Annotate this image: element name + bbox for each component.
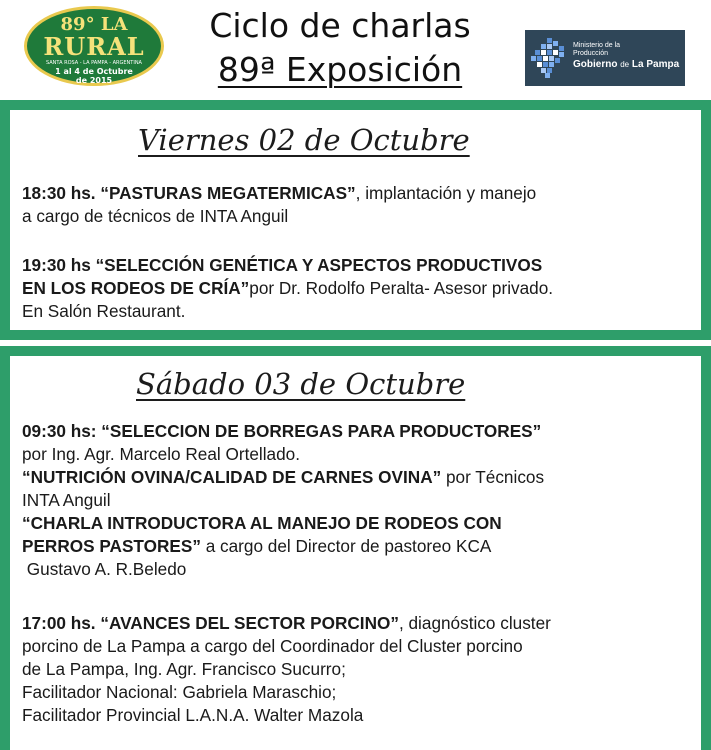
ministry-text [573, 42, 679, 71]
friday-e1-rest: , implantación y manejo [355, 183, 537, 203]
logo-line-2: RURAL [43, 32, 145, 61]
saturday-event-4 [22, 612, 702, 727]
friday-event-1 [22, 182, 702, 228]
saturday-e3-line3: Gustavo A. R.Beledo [22, 559, 187, 579]
friday-event-2 [22, 254, 702, 323]
saturday-e4-line5: Facilitador Provincial L.A.N.A. Walter Mazola [22, 705, 364, 725]
page-title [170, 4, 510, 92]
mosaic-icon [531, 38, 569, 78]
gobierno-word: Gobierno [573, 59, 618, 70]
saturday-e4-time: 17:00 hs. [22, 613, 96, 633]
saturday-e2-rest: por Técnicos [441, 467, 545, 487]
saturday-e1-line2: por Ing. Agr. Marcelo Real Ortellado. [22, 444, 301, 464]
header [0, 0, 711, 100]
saturday-e2-title: “NUTRICIÓN OVINA/CALIDAD DE CARNES OVINA” [22, 467, 442, 487]
saturday-e1-time: 09:30 hs: [22, 421, 97, 441]
ministry-line-2: Producción [573, 50, 609, 57]
saturday-section [0, 346, 711, 750]
ministry-line-1: Ministerio de la [573, 42, 621, 49]
saturday-e4-title: “AVANCES DEL SECTOR PORCINO” [100, 613, 399, 633]
ministry-logo [525, 30, 685, 86]
friday-e2-line3: En Salón Restaurant. [22, 301, 186, 321]
saturday-e4-line2: porcino de La Pampa a cargo del Coordinador del Cluster porcino [22, 636, 523, 656]
saturday-e4-line4: Facilitador Nacional: Gabriela Maraschio; [22, 682, 337, 702]
la-pampa-word: La Pampa [631, 59, 680, 70]
ministry-line-3 [573, 58, 679, 71]
logo-line-4: 1 al 4 de Octubre [55, 67, 133, 76]
saturday-e3-title-1: “CHARLA INTRODUCTORA AL MANEJO DE RODEOS CON [22, 513, 502, 533]
logo-line-1: 89° LA [60, 14, 128, 35]
la-rural-logo [24, 6, 164, 86]
friday-e1-title: “PASTURAS MEGATERMICAS” [100, 183, 356, 203]
friday-e2-title-2: EN LOS RODEOS DE CRÍA” [22, 278, 250, 298]
friday-e1-time: 18:30 hs. [22, 183, 96, 203]
saturday-e3-title-2: PERROS PASTORES” [22, 536, 201, 556]
logo-line-3: SANTA ROSA - LA PAMPA - ARGENTINA [46, 60, 142, 66]
logo-line-5: de 2015 [75, 76, 113, 85]
saturday-e4-rest: , diagnóstico cluster [398, 613, 551, 633]
saturday-heading: Sábado 03 de Octubre [136, 367, 466, 401]
friday-e2-time: 19:30 hs [22, 255, 91, 275]
friday-section [0, 100, 711, 340]
friday-e1-line2: a cargo de técnicos de INTA Anguil [22, 206, 289, 226]
friday-heading: Viernes 02 de Octubre [138, 123, 470, 157]
de-word: de [620, 60, 630, 69]
saturday-e1-title: “SELECCION DE BORREGAS PARA PRODUCTORES” [101, 421, 542, 441]
saturday-e3-rest: a cargo del Director de pastoreo KCA [200, 536, 492, 556]
saturday-events-morning [22, 420, 702, 581]
title-line-1: Ciclo de charlas [209, 6, 471, 45]
friday-e2-title-1: “SELECCIÓN GENÉTICA Y ASPECTOS PRODUCTIVOS [95, 255, 543, 275]
saturday-e4-line3: de La Pampa, Ing. Agr. Francisco Sucurro; [22, 659, 346, 679]
title-line-2: 89ª Exposición [217, 50, 463, 89]
friday-e2-rest: por Dr. Rodolfo Peralta- Asesor privado. [249, 278, 554, 298]
saturday-e2-line2: INTA Anguil [22, 490, 111, 510]
